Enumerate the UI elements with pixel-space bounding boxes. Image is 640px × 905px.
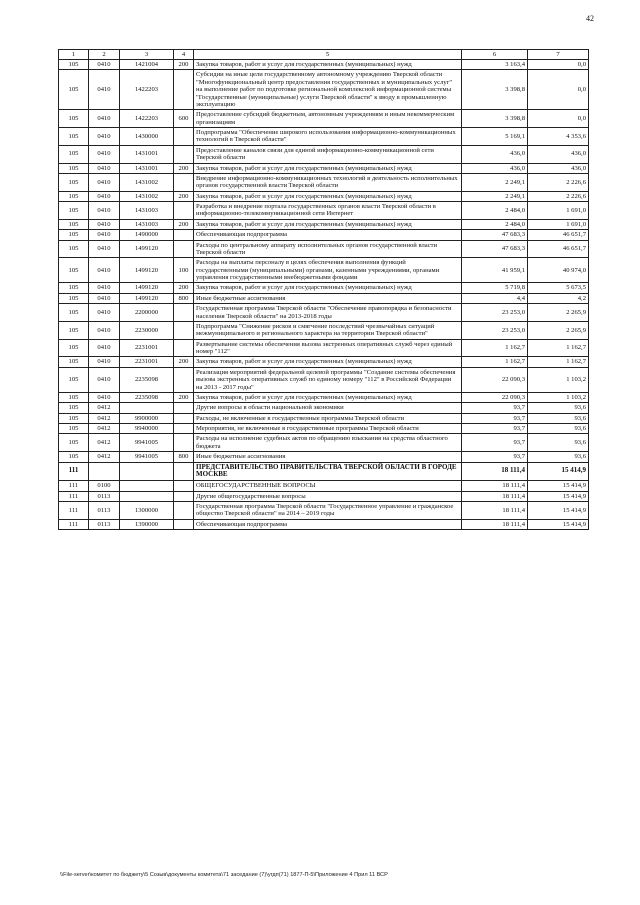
cell-description: Реализация мероприятий федеральной целевой программы "Создание системы обеспечения вызова экстренных оперативных служб по единому номеру "112" в Российской Федерации на 2013 - 2017 годы" xyxy=(194,367,462,392)
cell-plan-amount: 2 249,1 xyxy=(462,173,528,191)
cell-section-code: 0410 xyxy=(89,145,120,163)
cell-section-code: 0410 xyxy=(89,219,120,229)
cell-target-code: 1499120 xyxy=(120,293,174,303)
cell-expense-type xyxy=(174,424,194,434)
table-row xyxy=(59,367,589,392)
cell-description: Расходы по центральному аппарату исполнительных органов государственной власти Тверской области xyxy=(194,240,462,258)
cell-expense-type: 200 xyxy=(174,163,194,173)
cell-plan-amount: 93,7 xyxy=(462,413,528,423)
cell-section-code: 0410 xyxy=(89,230,120,240)
cell-section-code: 0410 xyxy=(89,163,120,173)
table-row xyxy=(59,501,589,519)
cell-ministry-code: 105 xyxy=(59,293,89,303)
cell-expense-type xyxy=(174,462,194,481)
cell-description: Разработка и внедрение портала государственных органов власти Тверской области в информационно-телекоммуникационной сети Интернет xyxy=(194,202,462,220)
table-row xyxy=(59,145,589,163)
cell-ministry-code: 105 xyxy=(59,283,89,293)
cell-plan-amount: 2 484,0 xyxy=(462,202,528,220)
table-row xyxy=(59,191,589,201)
table-row xyxy=(59,202,589,220)
cell-actual-amount: 0,0 xyxy=(528,110,589,128)
cell-description: Подпрограмма "Обеспечение широкого использования информационно-коммуникационных технологий в Тверской области" xyxy=(194,128,462,146)
cell-expense-type xyxy=(174,128,194,146)
cell-ministry-code: 105 xyxy=(59,424,89,434)
cell-section-code xyxy=(89,462,120,481)
header-row xyxy=(59,50,589,60)
cell-target-code: 2231001 xyxy=(120,357,174,367)
cell-expense-type xyxy=(174,434,194,452)
cell-target-code: 1431003 xyxy=(120,219,174,229)
cell-description: Закупка товаров, работ и услуг для государственных (муниципальных) нужд xyxy=(194,357,462,367)
cell-plan-amount: 93,7 xyxy=(462,424,528,434)
cell-target-code: 2230000 xyxy=(120,321,174,339)
cell-section-code: 0113 xyxy=(89,501,120,519)
cell-ministry-code: 105 xyxy=(59,145,89,163)
cell-ministry-code: 105 xyxy=(59,128,89,146)
cell-plan-amount: 436,0 xyxy=(462,163,528,173)
cell-ministry-code: 105 xyxy=(59,304,89,322)
cell-ministry-code: 105 xyxy=(59,191,89,201)
table-row xyxy=(59,481,589,491)
cell-section-code: 0410 xyxy=(89,367,120,392)
cell-ministry-code: 105 xyxy=(59,163,89,173)
cell-actual-amount: 46 651,7 xyxy=(528,230,589,240)
cell-actual-amount: 1 103,2 xyxy=(528,367,589,392)
cell-actual-amount: 46 651,7 xyxy=(528,240,589,258)
cell-expense-type: 200 xyxy=(174,392,194,402)
cell-expense-type xyxy=(174,403,194,413)
table-row xyxy=(59,60,589,70)
cell-actual-amount: 0,0 xyxy=(528,70,589,110)
cell-description: Предоставление каналов связи для единой информационно-коммуникационной сети Тверской области xyxy=(194,145,462,163)
cell-plan-amount: 22 090,3 xyxy=(462,367,528,392)
cell-actual-amount: 2 226,6 xyxy=(528,191,589,201)
table-row xyxy=(59,70,589,110)
cell-section-code: 0410 xyxy=(89,392,120,402)
table-row xyxy=(59,321,589,339)
header-cell: 1 xyxy=(59,50,89,60)
cell-description: Иные бюджетные ассигнования xyxy=(194,293,462,303)
cell-actual-amount: 1 691,0 xyxy=(528,202,589,220)
cell-plan-amount: 18 111,4 xyxy=(462,481,528,491)
cell-actual-amount: 2 226,6 xyxy=(528,173,589,191)
cell-actual-amount: 15 414,9 xyxy=(528,491,589,501)
cell-plan-amount: 18 111,4 xyxy=(462,501,528,519)
cell-actual-amount: 15 414,9 xyxy=(528,519,589,529)
table-row xyxy=(59,258,589,283)
cell-description: Подпрограмма "Снижение рисков и смягчение последствий чрезвычайных ситуаций межмуниципального и регионального характера на территории Тверской области" xyxy=(194,321,462,339)
cell-target-code: 2200000 xyxy=(120,304,174,322)
cell-description: Обеспечивающая подпрограмма xyxy=(194,519,462,529)
cell-expense-type xyxy=(174,230,194,240)
cell-section-code: 0412 xyxy=(89,413,120,423)
cell-plan-amount: 436,0 xyxy=(462,145,528,163)
cell-description: Закупка товаров, работ и услуг для государственных (муниципальных) нужд xyxy=(194,283,462,293)
cell-target-code: 1499120 xyxy=(120,240,174,258)
cell-target-code: 1431001 xyxy=(120,163,174,173)
cell-target-code: 2235098 xyxy=(120,367,174,392)
cell-target-code: 9941005 xyxy=(120,434,174,452)
cell-plan-amount: 23 253,0 xyxy=(462,321,528,339)
cell-section-code: 0410 xyxy=(89,128,120,146)
cell-expense-type xyxy=(174,491,194,501)
table-row xyxy=(59,403,589,413)
cell-expense-type: 800 xyxy=(174,452,194,462)
cell-expense-type: 200 xyxy=(174,60,194,70)
cell-section-code: 0410 xyxy=(89,283,120,293)
cell-actual-amount: 15 414,9 xyxy=(528,501,589,519)
cell-ministry-code: 111 xyxy=(59,462,89,481)
cell-expense-type xyxy=(174,173,194,191)
cell-target-code: 1431003 xyxy=(120,202,174,220)
table-row xyxy=(59,491,589,501)
cell-plan-amount: 93,7 xyxy=(462,452,528,462)
cell-description: ПРЕДСТАВИТЕЛЬСТВО ПРАВИТЕЛЬСТВА ТВЕРСКОЙ ОБЛАСТИ В ГОРОДЕ МОСКВЕ xyxy=(194,462,462,481)
cell-ministry-code: 105 xyxy=(59,173,89,191)
cell-ministry-code: 105 xyxy=(59,110,89,128)
cell-actual-amount: 436,0 xyxy=(528,145,589,163)
cell-expense-type: 200 xyxy=(174,191,194,201)
cell-expense-type: 200 xyxy=(174,357,194,367)
cell-description: Закупка товаров, работ и услуг для государственных (муниципальных) нужд xyxy=(194,60,462,70)
file-path-footer: \\File-server\комитет по бюджету\5 Созыв\документы комитета\71 заседание (7)\угдп(71) 1877-П-5\Приложение 4 Прил 11 ВСР xyxy=(60,872,388,878)
cell-target-code: 1431002 xyxy=(120,191,174,201)
cell-plan-amount: 2 484,0 xyxy=(462,219,528,229)
cell-description: ОБЩЕГОСУДАРСТВЕННЫЕ ВОПРОСЫ xyxy=(194,481,462,491)
cell-target-code: 9940000 xyxy=(120,424,174,434)
cell-actual-amount: 1 103,2 xyxy=(528,392,589,402)
cell-description: Предоставление субсидий бюджетным, автономным учреждениям и иным некоммерческим организациям xyxy=(194,110,462,128)
cell-expense-type xyxy=(174,70,194,110)
page-number: 42 xyxy=(586,14,594,23)
table-row xyxy=(59,357,589,367)
cell-section-code: 0410 xyxy=(89,110,120,128)
table-row xyxy=(59,240,589,258)
cell-ministry-code: 105 xyxy=(59,60,89,70)
cell-section-code: 0410 xyxy=(89,339,120,357)
cell-target-code xyxy=(120,491,174,501)
cell-section-code: 0412 xyxy=(89,434,120,452)
table-row xyxy=(59,413,589,423)
cell-target-code xyxy=(120,462,174,481)
cell-description: Закупка товаров, работ и услуг для государственных (муниципальных) нужд xyxy=(194,219,462,229)
cell-actual-amount: 93,6 xyxy=(528,452,589,462)
cell-actual-amount: 0,0 xyxy=(528,60,589,70)
table-row xyxy=(59,392,589,402)
cell-description: Другие вопросы в области национальной экономики xyxy=(194,403,462,413)
cell-description: Расходы на исполнение судебных актов по обращению взыскания на средства областного бюджета xyxy=(194,434,462,452)
cell-ministry-code: 105 xyxy=(59,202,89,220)
cell-ministry-code: 105 xyxy=(59,357,89,367)
cell-target-code: 9900000 xyxy=(120,413,174,423)
cell-plan-amount: 5 169,1 xyxy=(462,128,528,146)
cell-expense-type xyxy=(174,339,194,357)
cell-description: Расходы, не включенные в государственные программы Тверской области xyxy=(194,413,462,423)
cell-actual-amount: 4 353,6 xyxy=(528,128,589,146)
cell-section-code: 0113 xyxy=(89,519,120,529)
table-row xyxy=(59,304,589,322)
table-row xyxy=(59,519,589,529)
cell-actual-amount: 93,6 xyxy=(528,424,589,434)
header-cell: 3 xyxy=(120,50,174,60)
cell-expense-type xyxy=(174,413,194,423)
cell-description: Обеспечивающая подпрограмма xyxy=(194,230,462,240)
cell-plan-amount: 2 249,1 xyxy=(462,191,528,201)
cell-description: Закупка товаров, работ и услуг для государственных (муниципальных) нужд xyxy=(194,392,462,402)
cell-target-code xyxy=(120,481,174,491)
cell-section-code: 0410 xyxy=(89,357,120,367)
cell-description: Государственная программа Тверской области "Государственное управление и гражданское общество Тверской области" на 2014 – 2019 годы xyxy=(194,501,462,519)
cell-target-code: 1499120 xyxy=(120,258,174,283)
cell-description: Субсидии на иные цели государственному автономному учреждению Тверской области "Многофункциональный центр предоставления государственных и муниципальных услуг" на выполнение работ по подготовке региональной комплексной информационной системы "Государственные (муниципальные) услуги Тверской области" к вводу в промышленную эксплуатацию xyxy=(194,70,462,110)
table-row xyxy=(59,452,589,462)
header-cell: 2 xyxy=(89,50,120,60)
cell-ministry-code: 105 xyxy=(59,219,89,229)
cell-expense-type: 600 xyxy=(174,110,194,128)
cell-ministry-code: 105 xyxy=(59,392,89,402)
header-cell: 7 xyxy=(528,50,589,60)
cell-ministry-code: 105 xyxy=(59,413,89,423)
cell-actual-amount: 93,6 xyxy=(528,403,589,413)
cell-expense-type xyxy=(174,519,194,529)
cell-expense-type xyxy=(174,481,194,491)
cell-expense-type: 200 xyxy=(174,219,194,229)
table-row xyxy=(59,283,589,293)
cell-section-code: 0412 xyxy=(89,452,120,462)
cell-target-code xyxy=(120,403,174,413)
cell-actual-amount: 40 974,0 xyxy=(528,258,589,283)
cell-target-code: 2235098 xyxy=(120,392,174,402)
cell-description: Мероприятия, не включенные в государственные программы Тверской области xyxy=(194,424,462,434)
table-row xyxy=(59,339,589,357)
cell-section-code: 0410 xyxy=(89,293,120,303)
cell-expense-type xyxy=(174,367,194,392)
cell-expense-type: 800 xyxy=(174,293,194,303)
header-cell: 6 xyxy=(462,50,528,60)
cell-description: Закупка товаров, работ и услуг для государственных (муниципальных) нужд xyxy=(194,191,462,201)
cell-plan-amount: 18 111,4 xyxy=(462,491,528,501)
cell-ministry-code: 105 xyxy=(59,240,89,258)
budget-table xyxy=(58,49,589,530)
cell-expense-type xyxy=(174,304,194,322)
cell-section-code: 0410 xyxy=(89,70,120,110)
cell-target-code: 1421004 xyxy=(120,60,174,70)
cell-description: Другие общегосударственные вопросы xyxy=(194,491,462,501)
table-row xyxy=(59,128,589,146)
cell-description: Расходы на выплаты персоналу в целях обеспечения выполнения функций государственными (муниципальными) органами, казенными учреждениями, органами управления государственными внебюджетными фондами xyxy=(194,258,462,283)
cell-ministry-code: 105 xyxy=(59,321,89,339)
cell-target-code: 1431001 xyxy=(120,145,174,163)
cell-section-code: 0412 xyxy=(89,424,120,434)
cell-section-code: 0410 xyxy=(89,240,120,258)
cell-ministry-code: 111 xyxy=(59,519,89,529)
cell-actual-amount: 5 673,5 xyxy=(528,283,589,293)
table-row xyxy=(59,293,589,303)
table-row xyxy=(59,163,589,173)
cell-description: Государственная программа Тверской области "Обеспечение правопорядка и безопасности населения Тверской области" на 2013-2018 годы xyxy=(194,304,462,322)
cell-actual-amount: 436,0 xyxy=(528,163,589,173)
cell-target-code: 1499120 xyxy=(120,283,174,293)
cell-target-code: 1431002 xyxy=(120,173,174,191)
cell-description: Иные бюджетные ассигнования xyxy=(194,452,462,462)
table-row xyxy=(59,219,589,229)
cell-plan-amount: 1 162,7 xyxy=(462,339,528,357)
cell-plan-amount: 18 111,4 xyxy=(462,462,528,481)
cell-actual-amount: 15 414,9 xyxy=(528,481,589,491)
cell-plan-amount: 23 253,0 xyxy=(462,304,528,322)
cell-section-code: 0410 xyxy=(89,60,120,70)
table-row xyxy=(59,434,589,452)
cell-actual-amount: 2 265,9 xyxy=(528,304,589,322)
cell-plan-amount: 41 959,1 xyxy=(462,258,528,283)
cell-section-code: 0410 xyxy=(89,173,120,191)
cell-plan-amount: 18 111,4 xyxy=(462,519,528,529)
cell-target-code: 1430000 xyxy=(120,128,174,146)
cell-target-code: 9941005 xyxy=(120,452,174,462)
header-cell: 5 xyxy=(194,50,462,60)
cell-target-code: 1390000 xyxy=(120,519,174,529)
cell-section-code: 0412 xyxy=(89,403,120,413)
cell-actual-amount: 93,6 xyxy=(528,413,589,423)
table-row xyxy=(59,230,589,240)
cell-expense-type xyxy=(174,501,194,519)
cell-description: Закупка товаров, работ и услуг для государственных (муниципальных) нужд xyxy=(194,163,462,173)
cell-target-code: 1422203 xyxy=(120,110,174,128)
cell-actual-amount: 4,2 xyxy=(528,293,589,303)
cell-expense-type xyxy=(174,240,194,258)
cell-ministry-code: 111 xyxy=(59,481,89,491)
cell-section-code: 0113 xyxy=(89,491,120,501)
cell-actual-amount: 1 691,0 xyxy=(528,219,589,229)
cell-plan-amount: 93,7 xyxy=(462,434,528,452)
cell-section-code: 0410 xyxy=(89,258,120,283)
cell-ministry-code: 105 xyxy=(59,403,89,413)
cell-plan-amount: 5 719,8 xyxy=(462,283,528,293)
cell-ministry-code: 105 xyxy=(59,70,89,110)
cell-description: Развертывание системы обеспечения вызова экстренных оперативных служб через единый номер "112" xyxy=(194,339,462,357)
cell-ministry-code: 105 xyxy=(59,258,89,283)
cell-plan-amount: 22 090,3 xyxy=(462,392,528,402)
cell-section-code: 0410 xyxy=(89,304,120,322)
cell-ministry-code: 111 xyxy=(59,501,89,519)
cell-expense-type xyxy=(174,202,194,220)
cell-ministry-code: 105 xyxy=(59,230,89,240)
cell-actual-amount: 1 162,7 xyxy=(528,339,589,357)
cell-target-code: 1300000 xyxy=(120,501,174,519)
cell-target-code: 2231001 xyxy=(120,339,174,357)
cell-plan-amount: 3 398,8 xyxy=(462,70,528,110)
table-row xyxy=(59,173,589,191)
header-cell: 4 xyxy=(174,50,194,60)
cell-section-code: 0410 xyxy=(89,202,120,220)
cell-expense-type xyxy=(174,321,194,339)
table-row xyxy=(59,424,589,434)
cell-plan-amount: 3 398,8 xyxy=(462,110,528,128)
cell-actual-amount: 1 162,7 xyxy=(528,357,589,367)
cell-target-code: 1490000 xyxy=(120,230,174,240)
cell-ministry-code: 111 xyxy=(59,491,89,501)
cell-section-code: 0410 xyxy=(89,321,120,339)
cell-actual-amount: 93,6 xyxy=(528,434,589,452)
cell-ministry-code: 105 xyxy=(59,434,89,452)
cell-section-code: 0410 xyxy=(89,191,120,201)
cell-plan-amount: 47 683,3 xyxy=(462,240,528,258)
cell-actual-amount: 2 265,9 xyxy=(528,321,589,339)
cell-plan-amount: 93,7 xyxy=(462,403,528,413)
cell-actual-amount: 15 414,9 xyxy=(528,462,589,481)
cell-plan-amount: 3 163,4 xyxy=(462,60,528,70)
cell-expense-type: 200 xyxy=(174,283,194,293)
cell-plan-amount: 4,4 xyxy=(462,293,528,303)
cell-section-code: 0100 xyxy=(89,481,120,491)
cell-plan-amount: 47 683,3 xyxy=(462,230,528,240)
cell-ministry-code: 105 xyxy=(59,339,89,357)
cell-plan-amount: 1 162,7 xyxy=(462,357,528,367)
table-row xyxy=(59,462,589,481)
cell-expense-type xyxy=(174,145,194,163)
cell-expense-type: 100 xyxy=(174,258,194,283)
cell-description: Внедрение информационно-коммуникационных технологий в деятельность исполнительных органов государственной власти Тверской области xyxy=(194,173,462,191)
cell-ministry-code: 105 xyxy=(59,367,89,392)
table-row xyxy=(59,110,589,128)
cell-ministry-code: 105 xyxy=(59,452,89,462)
cell-target-code: 1422203 xyxy=(120,70,174,110)
